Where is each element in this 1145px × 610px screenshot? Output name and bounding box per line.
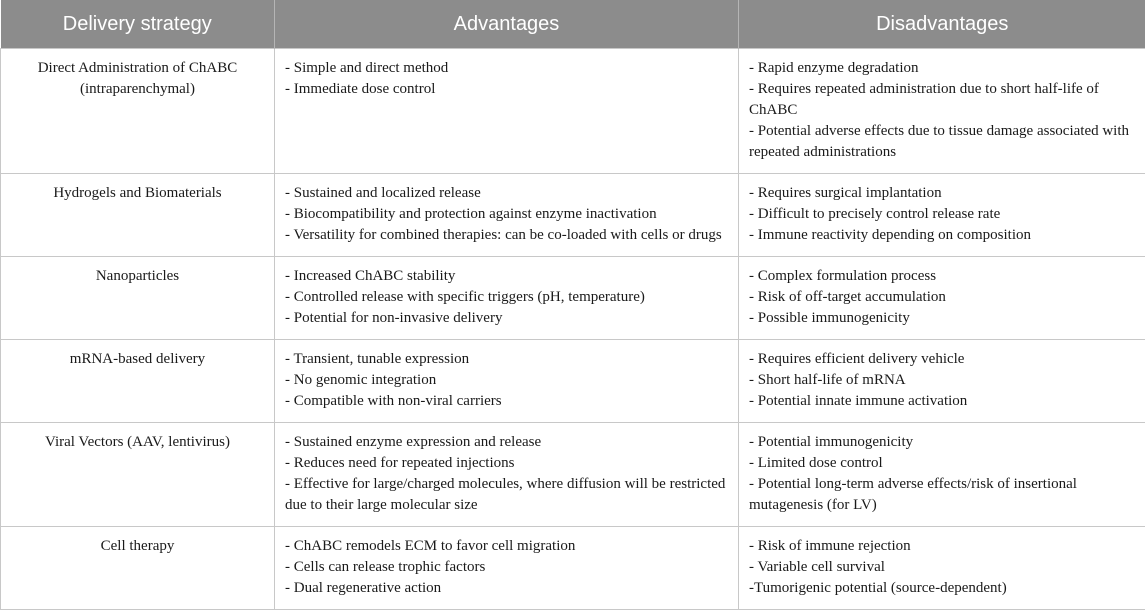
disadvantage-item: - Potential innate immune activation bbox=[749, 393, 968, 409]
disadvantages-cell bbox=[739, 49, 1145, 174]
table-row bbox=[1, 174, 1145, 257]
advantages-cell bbox=[275, 257, 739, 340]
advantages-cell bbox=[275, 49, 739, 174]
advantage-item: - Controlled release with specific triggers (pH, temperature) bbox=[285, 289, 645, 305]
strategy-cell: Direct Administration of ChABC (intraparenchymal) bbox=[1, 49, 275, 174]
strategy-cell: Viral Vectors (AAV, lentivirus) bbox=[1, 423, 275, 527]
disadvantages-cell bbox=[739, 340, 1145, 423]
advantage-item: - Sustained enzyme expression and release bbox=[285, 434, 542, 450]
header-advantages: Advantages bbox=[275, 0, 739, 49]
advantages-cell bbox=[275, 174, 739, 257]
table-row bbox=[1, 257, 1145, 340]
table-row bbox=[1, 49, 1145, 174]
disadvantage-item: - Limited dose control bbox=[749, 455, 883, 471]
advantage-item: - Immediate dose control bbox=[285, 81, 436, 97]
advantage-item: - ChABC remodels ECM to favor cell migration bbox=[285, 538, 576, 554]
table-body bbox=[1, 49, 1145, 610]
header-delivery-strategy: Delivery strategy bbox=[1, 0, 275, 49]
advantage-item: - Dual regenerative action bbox=[285, 580, 442, 596]
advantage-item: - Sustained and localized release bbox=[285, 185, 481, 201]
disadvantage-item: - Variable cell survival bbox=[749, 559, 885, 575]
disadvantage-item: - Potential immunogenicity bbox=[749, 434, 914, 450]
advantage-item: - No genomic integration bbox=[285, 372, 437, 388]
header-row bbox=[1, 0, 1145, 49]
disadvantages-cell bbox=[739, 257, 1145, 340]
disadvantage-item: - Potential long-term adverse effects/risk of insertional mutagenesis (for LV) bbox=[749, 476, 1077, 513]
advantage-item: - Versatility for combined therapies: can be co-loaded with cells or drugs bbox=[285, 227, 722, 243]
disadvantage-item: - Rapid enzyme degradation bbox=[749, 60, 919, 76]
advantage-item: - Effective for large/charged molecules, where diffusion will be restricted due to their large molecular size bbox=[285, 476, 726, 513]
disadvantages-cell bbox=[739, 174, 1145, 257]
advantages-cell bbox=[275, 527, 739, 610]
table-row bbox=[1, 423, 1145, 527]
advantage-item: - Reduces need for repeated injections bbox=[285, 455, 515, 471]
strategy-cell: Cell therapy bbox=[1, 527, 275, 610]
disadvantages-cell bbox=[739, 423, 1145, 527]
disadvantage-item: - Requires efficient delivery vehicle bbox=[749, 351, 965, 367]
disadvantage-item: - Immune reactivity depending on composition bbox=[749, 227, 1032, 243]
disadvantage-item: - Risk of off-target accumulation bbox=[749, 289, 946, 305]
advantage-item: - Cells can release trophic factors bbox=[285, 559, 486, 575]
disadvantages-cell bbox=[739, 527, 1145, 610]
table-row bbox=[1, 340, 1145, 423]
disadvantage-item: - Complex formulation process bbox=[749, 268, 937, 284]
table-row bbox=[1, 527, 1145, 610]
disadvantage-item: - Potential adverse effects due to tissue damage associated with repeated administrations bbox=[749, 123, 1130, 160]
advantage-item: - Transient, tunable expression bbox=[285, 351, 470, 367]
advantages-cell bbox=[275, 423, 739, 527]
disadvantage-item: - Difficult to precisely control release rate bbox=[749, 206, 1001, 222]
strategy-cell: Hydrogels and Biomaterials bbox=[1, 174, 275, 257]
disadvantage-item: -Tumorigenic potential (source-dependent) bbox=[749, 580, 1007, 596]
advantage-item: - Compatible with non-viral carriers bbox=[285, 393, 502, 409]
advantage-item: - Simple and direct method bbox=[285, 60, 449, 76]
table-header bbox=[1, 0, 1145, 49]
advantage-item: - Increased ChABC stability bbox=[285, 268, 456, 284]
disadvantage-item: - Requires surgical implantation bbox=[749, 185, 942, 201]
strategy-cell: mRNA-based delivery bbox=[1, 340, 275, 423]
disadvantage-item: - Possible immunogenicity bbox=[749, 310, 910, 326]
advantage-item: - Biocompatibility and protection against enzyme inactivation bbox=[285, 206, 657, 222]
advantage-item: - Potential for non-invasive delivery bbox=[285, 310, 503, 326]
disadvantage-item: - Requires repeated administration due to short half-life of ChABC bbox=[749, 81, 1099, 118]
strategy-cell: Nanoparticles bbox=[1, 257, 275, 340]
header-disadvantages: Disadvantages bbox=[739, 0, 1145, 49]
disadvantage-item: - Short half-life of mRNA bbox=[749, 372, 906, 388]
disadvantage-item: - Risk of immune rejection bbox=[749, 538, 911, 554]
advantages-cell bbox=[275, 340, 739, 423]
